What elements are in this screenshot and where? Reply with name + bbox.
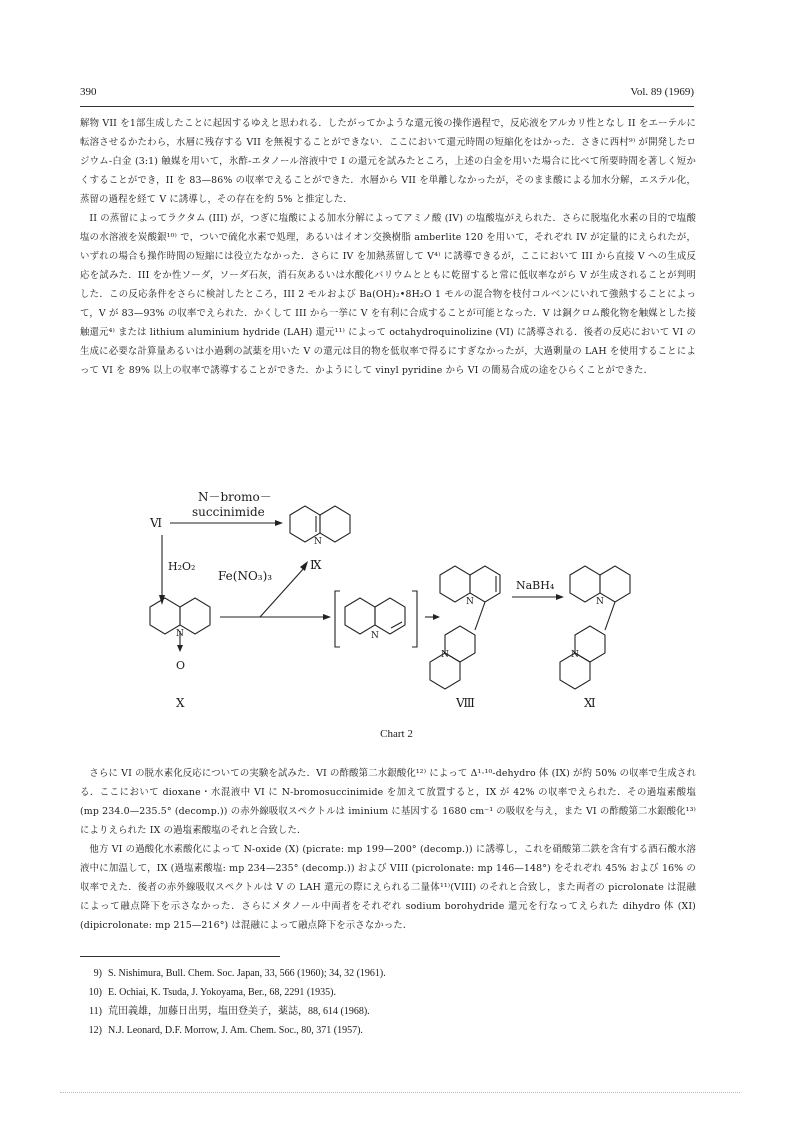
paragraph: さらに VI の脱水素化反応についての実験を試みた．VI の酢酸第二水銀酸化¹²⁾ によって Δ¹·¹⁰-dehydro 体 (IX) が約 50% の収率で生成される．ここにおいて dioxane・水混液中 VI に N-bromosuccinimide を加えて放置すると，IX が 42% の収率でえられた．その過塩素酸塩 (mp 234.0—235.5° (decomp.)) の赤外線吸収スペクトルは iminium に基因する 1680 cm⁻¹ の吸収を与え，また VI の酢酸第二水銀酸化¹³⁾ によりえられた IX の過塩素酸塩のそれと合致した． — [80, 768, 696, 836]
paragraph: II の蒸留によってラクタム (III) が，つぎに塩酸による加水分解によってアミノ酸 (IV) の塩酸塩がえられた．さらに脱塩化水素の目的で塩酸塩の水溶液を炭酸銀¹⁰⁾ で，ついで硫化水素で処理，あるいはイオン交換樹脂 amberlite 120 を用いて，それぞれ IV が定量的にえられたが，いずれの場合も操作時間の短縮には役立たなかった．さらに IV を加熱蒸留して V⁴⁾ に誘導できるが，ここにおいて III から直接 V への生成反応を試みた．III をか性ソーダ，ソーダ石灰，消石灰あるいは水酸化バリウムとともに乾留すると常に低収率ながら V が生成されることが判明した．この反応条件をさらに検討したところ，III 2 モルおよび Ba(OH)₂•8H₂O 1 モルの混合物を枝付コルベンにいれて強熱することによって，V が 83—93% の収率でえられた．かくして III から一挙に V を有利に合成することが可能となった．V は銅クロム酸化物を触媒とした接触還元⁴⁾ または lithium aluminium hydride (LAH) 還元¹¹⁾ によって octahydroquinolizine (VI) に誘導される．後者の反応において VI の生成に必要な計算量あるいは小過剰の試薬を用いた V の還元は目的物を低収率で得るにすぎなかったが，大過剰量の LAH を使用することによって VI を 89% 以上の収率で誘導することができた．かようにして vinyl pyridine から VI の簡易合成の途をひらくことができた． — [80, 213, 696, 376]
ring-viii-c — [445, 626, 475, 662]
footnote-text: 荒田義雄，加藤日出男，塩田登美子，薬誌，88, 614 (1968). — [108, 1006, 370, 1017]
link-viii — [475, 602, 485, 630]
footnote-item — [80, 983, 700, 1002]
ring-int-left — [345, 598, 375, 634]
arrow-head — [177, 645, 183, 652]
body-text-bottom — [80, 764, 696, 935]
footnote-rule — [80, 956, 280, 957]
atom-n-ix: N — [314, 537, 322, 547]
footnote-number: 11) — [89, 1006, 102, 1017]
chart-caption: Chart 2 — [380, 728, 413, 740]
footnote-number: 9) — [93, 968, 102, 979]
footnote-text: S. Nishimura, Bull. Chem. Soc. Japan, 33, 566 (1960); 34, 32 (1961). — [108, 968, 386, 979]
arrow-head — [300, 561, 308, 571]
footnotes — [80, 964, 700, 1040]
compound-viii-label: Ⅷ — [456, 696, 475, 710]
compound-ix-label: Ⅸ — [310, 558, 322, 572]
paragraph: 解物 VII を1部生成したことに起因するゆえと思われる．したがってかような還元後の操作過程で，反応液をアルカリ性となし II をエーテルに転溶させるかたわら，水層に残存する VII を無視することができない．ここにおいて還元時間の短縮化をはかった．さきに西村⁹⁾ が開発したロジウム-白金 (3:1) 触媒を用いて，氷酢-エタノール溶液中で I の還元を試みたところ，上述の白金を用いた場合に比べて所要時間を著しく短かくすることができ，II を 83—86% の収率でえることができた．水層から VII を単離しなかったが，そのまま酸による加水分解，エステル化，蒸留の過程を経て V に誘導し，その存在を約 5% と推定した． — [80, 118, 696, 205]
header-rule — [80, 106, 694, 107]
ring-ix-right — [320, 506, 350, 542]
arrow-head — [433, 614, 440, 620]
atom-n-viii-a: N — [466, 597, 474, 607]
compound-xi-label: Ⅺ — [584, 696, 596, 710]
atom-n-x: N — [176, 629, 184, 639]
body-text-top — [80, 114, 696, 380]
reagent-nbs: N－bromo－ — [198, 490, 272, 504]
reagent-h2o2: H₂O₂ — [168, 560, 196, 573]
compound-vi-label: Ⅵ — [150, 516, 163, 530]
footnote-item — [80, 1021, 700, 1040]
reagent-fe: Fe(NO₃)₃ — [218, 569, 273, 583]
arrow-head — [275, 520, 283, 526]
atom-o-x: O — [176, 659, 186, 672]
bracket-left — [335, 591, 340, 647]
compound-x-label: Ⅹ — [176, 696, 185, 710]
reagent-nabh4: NaBH₄ — [516, 579, 555, 592]
ring-x-right — [180, 598, 210, 634]
arrow-head — [556, 594, 564, 600]
journal-volume: Vol. 89 (1969) — [630, 86, 694, 98]
footnote-item — [80, 964, 700, 983]
page-header — [80, 86, 694, 102]
footnote-text: E. Ochiai, K. Tsuda, J. Yokoyama, Ber., 68, 2291 (1935). — [108, 987, 336, 998]
paragraph: 他方 VI の過酸化水素酸化によって N-oxide (X) (picrate: mp 199—200° (decomp.)) に誘導し，これを硝酸第二鉄を含有する酒石酸水溶液中に加温して，IX (過塩素酸塩: mp 234—235° (decomp.)) および VIII (picrolonate: mp 146—148°) をそれぞれ 45% および 16% の収率でえた．後者の赤外線吸収スペクトルは V の LAH 還元の際にえられる二量体¹¹⁾(VIII) のそれと合致し，また両者の picrolonate は混融によって融点降下を示さなかった．さらにメタノール中両者をそれぞれ sodium borohydride 還元を行なってえられた dihydro 体 (XI) (dipicrolonate: mp 215—216°) は混融によって融点降下を示さなかった． — [80, 844, 696, 931]
link-xi — [605, 602, 615, 630]
footnote-text: N.J. Leonard, D.F. Morrow, J. Am. Chem. Soc., 80, 371 (1957). — [108, 1025, 363, 1036]
atom-n-xi-b: N — [571, 650, 579, 660]
double-bond-int — [391, 622, 402, 628]
ring-int-right — [375, 598, 405, 634]
reagent-nbs-line2: succinimide — [192, 505, 265, 519]
arrow-head — [323, 614, 331, 620]
footnote-number: 12) — [88, 1025, 102, 1036]
reaction-scheme-svg — [140, 485, 650, 725]
ring-xi-b — [600, 566, 630, 602]
atom-n-int: N — [371, 631, 379, 641]
page-number: 390 — [80, 86, 97, 98]
atom-n-xi-a: N — [596, 597, 604, 607]
footnote-item — [80, 1002, 700, 1021]
atom-n-viii-b: N — [441, 650, 449, 660]
reaction-scheme — [140, 485, 650, 725]
bracket-right — [412, 591, 417, 647]
page-bottom-border — [60, 1092, 740, 1094]
footnote-number: 10) — [88, 987, 102, 998]
ring-xi-c — [575, 626, 605, 662]
